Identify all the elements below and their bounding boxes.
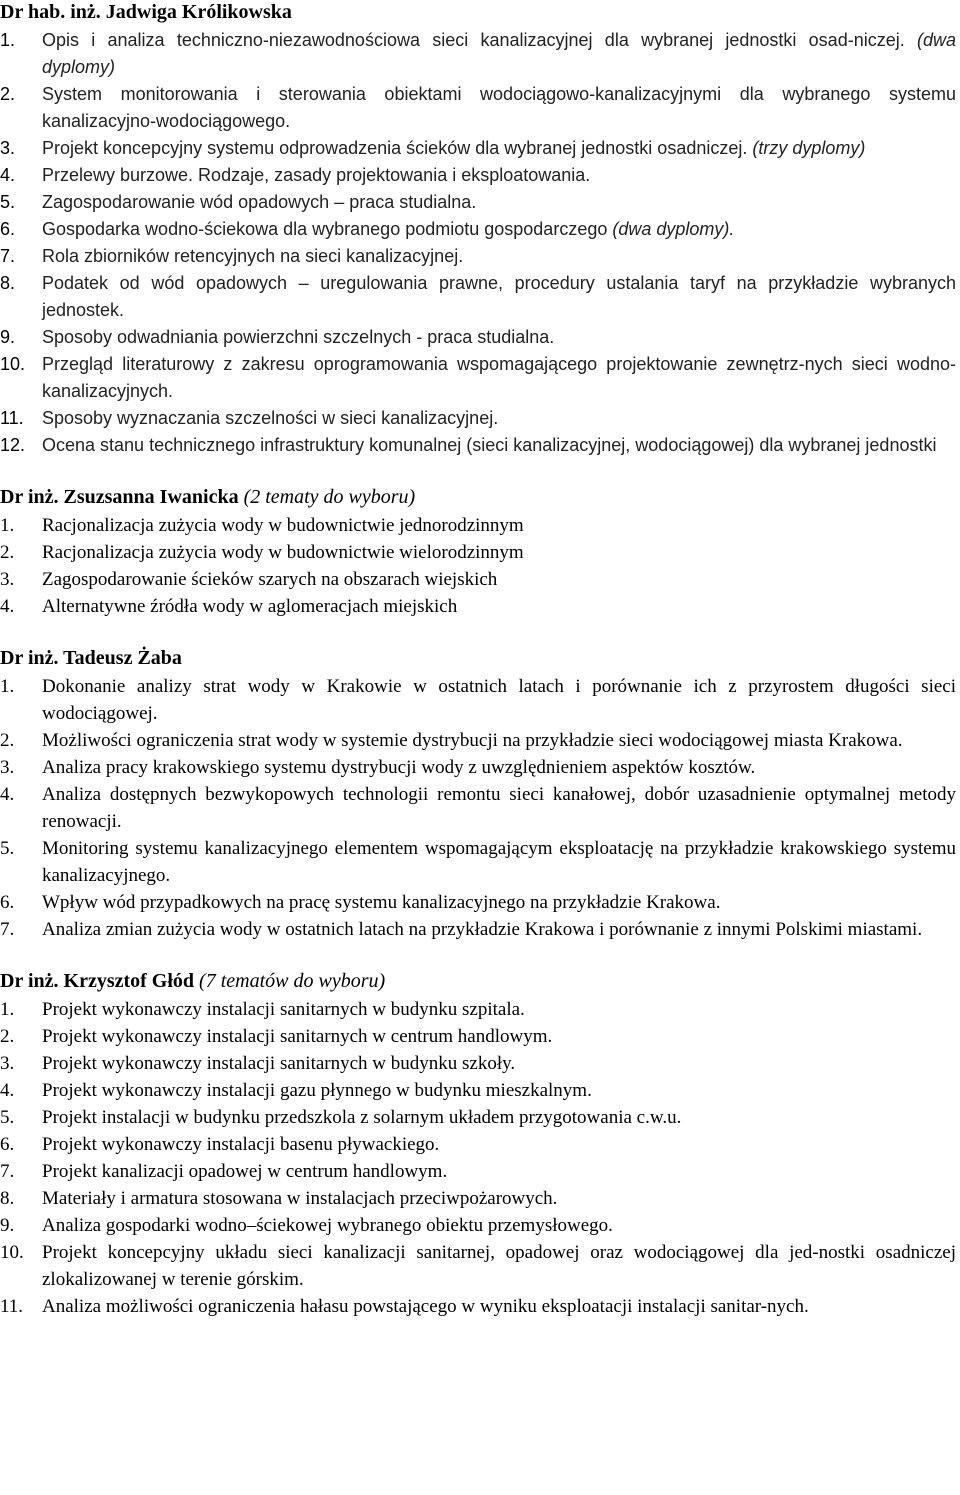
- topic-number: 5.: [0, 838, 15, 859]
- topic-item: [0, 566, 960, 593]
- topic-text-wrap: [42, 1239, 960, 1293]
- topic-list: [0, 512, 960, 620]
- topic-item: [0, 1293, 960, 1320]
- topic-item: [0, 324, 960, 351]
- topic-item: [0, 162, 960, 189]
- topic-text-wrap: [42, 1293, 960, 1320]
- topic-number: 5.: [0, 192, 16, 212]
- topic-text-wrap: [42, 566, 960, 593]
- topic-number: 1.: [0, 999, 15, 1020]
- topic-text-wrap: [42, 1212, 960, 1239]
- topic-text-wrap: [42, 1077, 960, 1104]
- topic-item: [0, 81, 960, 135]
- topic-title: Opis i analiza techniczno-niezawodnościowa sieci kanalizacyjnej dla wybranej jednostki osad-niczej.: [42, 30, 905, 50]
- topic-item: [0, 1212, 960, 1239]
- topic-text-wrap: [42, 27, 960, 81]
- topic-item: [0, 27, 960, 81]
- supervisor-heading: [0, 485, 960, 509]
- topic-number: 2.: [0, 542, 15, 563]
- topic-text-wrap: [42, 81, 960, 135]
- topic-text-wrap: [42, 216, 960, 243]
- topic-item: [0, 889, 960, 916]
- topic-item: [0, 916, 960, 943]
- topic-title: Analiza gospodarki wodno–ściekowej wybranego obiektu przemysłowego.: [42, 1215, 613, 1236]
- topic-text-wrap: [42, 781, 960, 835]
- topic-title: Racjonalizacja zużycia wody w budownictwie jednorodzinnym: [42, 515, 524, 536]
- topic-item: [0, 727, 960, 754]
- topic-item: [0, 754, 960, 781]
- topic-title: System monitorowania i sterowania obiektami wodociągowo-kanalizacyjnymi dla wybranego systemu kanalizacyjno-wodociągowego.: [42, 84, 956, 131]
- topic-title: Projekt koncepcyjny układu sieci kanalizacji sanitarnej, opadowej oraz wodociągowej dla jed-nostki osadniczej zlokalizowanej w terenie górskim.: [42, 1242, 956, 1290]
- topic-number: 7.: [0, 246, 16, 266]
- topic-text-wrap: [42, 539, 960, 566]
- topic-number: 9.: [0, 1215, 15, 1236]
- topic-title: Projekt kanalizacji opadowej w centrum handlowym.: [42, 1161, 448, 1182]
- topic-list: [0, 27, 960, 459]
- supervisor-heading: [0, 969, 960, 993]
- topic-item: [0, 189, 960, 216]
- topic-text-wrap: [42, 593, 960, 620]
- topic-item: [0, 1185, 960, 1212]
- topic-list: [0, 673, 960, 943]
- topic-title: Możliwości ograniczenia strat wody w systemie dystrybucji na przykładzie sieci wodociągowej miasta Krakowa.: [42, 730, 903, 751]
- topic-item: [0, 432, 960, 459]
- topic-title: Sposoby wyznaczania szczelności w sieci kanalizacyjnej.: [42, 408, 499, 428]
- topic-number: 7.: [0, 1161, 15, 1182]
- topic-number: 11.: [0, 1296, 24, 1317]
- topic-text-wrap: [42, 1185, 960, 1212]
- topic-title: Racjonalizacja zużycia wody w budownictwie wielorodzinnym: [42, 542, 524, 563]
- topic-note: (trzy dyplomy): [747, 138, 866, 158]
- topic-title: Alternatywne źródła wody w aglomeracjach miejskich: [42, 596, 458, 617]
- topic-number: 10.: [0, 354, 26, 374]
- topic-number: 10.: [0, 1242, 24, 1263]
- topic-title: Projekt koncepcyjny systemu odprowadzenia ścieków dla wybranej jednostki osadniczej.: [42, 138, 748, 158]
- topic-number: 4.: [0, 596, 15, 617]
- topic-section: [0, 646, 960, 943]
- topic-number: 4.: [0, 784, 15, 805]
- topic-number: 6.: [0, 219, 16, 239]
- topic-number: 11.: [0, 408, 24, 428]
- topic-title: Projekt wykonawczy instalacji gazu płynnego w budynku mieszkalnym.: [42, 1080, 592, 1101]
- topic-item: [0, 216, 960, 243]
- supervisor-name: Dr inż. Zsuzsanna Iwanicka: [0, 486, 239, 508]
- topic-number: 3.: [0, 1053, 15, 1074]
- topic-number: 4.: [0, 1080, 15, 1101]
- topic-text-wrap: [42, 512, 960, 539]
- topic-list: [0, 996, 960, 1320]
- topic-item: [0, 835, 960, 889]
- topic-title: Rola zbiorników retencyjnych na sieci kanalizacyjnej.: [42, 246, 464, 266]
- topic-text-wrap: [42, 835, 960, 889]
- topic-text-wrap: [42, 135, 960, 162]
- supervisor-heading: [0, 0, 960, 24]
- topic-text-wrap: [42, 1131, 960, 1158]
- topic-text-wrap: [42, 1158, 960, 1185]
- topic-text-wrap: [42, 727, 960, 754]
- topic-text-wrap: [42, 996, 960, 1023]
- topic-number: 7.: [0, 919, 15, 940]
- topic-item: [0, 1131, 960, 1158]
- supervisor-name: Dr inż. Tadeusz Żaba: [0, 647, 182, 669]
- topic-item: [0, 243, 960, 270]
- topic-title: Wpływ wód przypadkowych na pracę systemu kanalizacyjnego na przykładzie Krakowa.: [42, 892, 721, 913]
- topic-title: Przelewy burzowe. Rodzaje, zasady projektowania i eksploatowania.: [42, 165, 591, 185]
- topic-title: Monitoring systemu kanalizacyjnego elementem wspomagającym eksploatację na przykładzie krakowskiego systemu kanalizacyjnego.: [42, 838, 956, 886]
- topic-title: Projekt wykonawczy instalacji sanitarnych w budynku szkoły.: [42, 1053, 516, 1074]
- topic-number: 2.: [0, 84, 16, 104]
- topic-number: 6.: [0, 1134, 15, 1155]
- topic-title: Ocena stanu technicznego infrastruktury komunalnej (sieci kanalizacyjnej, wodociągowej) dla wybranej jednostki: [42, 435, 937, 455]
- topic-text-wrap: [42, 432, 960, 459]
- topic-title: Projekt instalacji w budynku przedszkola z solarnym układem przygotowania c.w.u.: [42, 1107, 682, 1128]
- topic-item: [0, 1104, 960, 1131]
- topic-section: [0, 0, 960, 459]
- topic-text-wrap: [42, 351, 960, 405]
- topic-text-wrap: [42, 270, 960, 324]
- topic-text-wrap: [42, 916, 960, 943]
- topic-title: Analiza dostępnych bezwykopowych technologii remontu sieci kanałowej, dobór uzasadnienie optymalnej metody renowacji.: [42, 784, 956, 832]
- topic-number: 2.: [0, 730, 15, 751]
- topic-title: Zagospodarowanie ścieków szarych na obszarach wiejskich: [42, 569, 498, 590]
- topic-title: Analiza możliwości ograniczenia hałasu powstającego w wyniku eksploatacji instalacji sanitar-nych.: [42, 1296, 809, 1317]
- supervisor-name: Dr inż. Krzysztof Głód: [0, 970, 195, 992]
- topic-number: 9.: [0, 327, 16, 347]
- topic-note: (dwa dyplomy).: [607, 219, 735, 239]
- topic-text-wrap: [42, 243, 960, 270]
- topic-number: 1.: [0, 515, 15, 536]
- topic-number: 6.: [0, 892, 15, 913]
- topic-item: [0, 512, 960, 539]
- topic-text-wrap: [42, 673, 960, 727]
- topic-item: [0, 270, 960, 324]
- topic-text-wrap: [42, 889, 960, 916]
- topic-item: [0, 1023, 960, 1050]
- topic-number: 3.: [0, 757, 15, 778]
- topic-text-wrap: [42, 1050, 960, 1077]
- topic-text-wrap: [42, 162, 960, 189]
- topic-title: Analiza zmian zużycia wody w ostatnich latach na przykładzie Krakowa i porównanie z innymi Polskimi miastami.: [42, 919, 923, 940]
- topic-text-wrap: [42, 1104, 960, 1131]
- topic-count-note: (7 tematów do wyboru): [194, 970, 386, 992]
- topic-number: 1.: [0, 30, 16, 50]
- topic-number: 8.: [0, 273, 16, 293]
- topic-title: Projekt wykonawczy instalacji sanitarnych w centrum handlowym.: [42, 1026, 553, 1047]
- topic-number: 1.: [0, 676, 15, 697]
- topic-number: 8.: [0, 1188, 15, 1209]
- topic-title: Gospodarka wodno-ściekowa dla wybranego podmiotu gospodarczego: [42, 219, 608, 239]
- topic-number: 4.: [0, 165, 16, 185]
- topic-item: [0, 996, 960, 1023]
- topic-number: 2.: [0, 1026, 15, 1047]
- topic-item: [0, 1077, 960, 1104]
- topic-item: [0, 405, 960, 432]
- topic-title: Projekt wykonawczy instalacji basenu pływackiego.: [42, 1134, 440, 1155]
- topic-number: 5.: [0, 1107, 15, 1128]
- topic-item: [0, 1050, 960, 1077]
- topic-title: Sposoby odwadniania powierzchni szczelnych - praca studialna.: [42, 327, 555, 347]
- topic-title: Projekt wykonawczy instalacji sanitarnych w budynku szpitala.: [42, 999, 525, 1020]
- supervisor-heading: [0, 646, 960, 670]
- topic-section: [0, 969, 960, 1320]
- topic-number: 3.: [0, 569, 15, 590]
- topic-section: [0, 485, 960, 620]
- supervisor-name: Dr hab. inż. Jadwiga Królikowska: [0, 1, 292, 23]
- topic-item: [0, 135, 960, 162]
- topic-note: (dwa dyplomy): [42, 30, 957, 77]
- topic-count-note: (2 tematy do wyboru): [238, 486, 416, 508]
- topic-title: Materiały i armatura stosowana w instalacjach przeciwpożarowych.: [42, 1188, 558, 1209]
- topic-item: [0, 593, 960, 620]
- topic-item: [0, 673, 960, 727]
- topic-text-wrap: [42, 754, 960, 781]
- topic-text-wrap: [42, 324, 960, 351]
- topic-item: [0, 351, 960, 405]
- topic-text-wrap: [42, 1023, 960, 1050]
- topic-title: Przegląd literaturowy z zakresu oprogramowania wspomagającego projektowanie zewnętrz-nych sieci wodno-kanalizacyjnych.: [42, 354, 956, 401]
- topic-title: Zagospodarowanie wód opadowych – praca studialna.: [42, 192, 477, 212]
- topic-item: [0, 539, 960, 566]
- topic-title: Podatek od wód opadowych – uregulowania prawne, procedury ustalania taryf na przykładzie wybranych jednostek.: [42, 273, 956, 320]
- topic-number: 12.: [0, 435, 26, 455]
- topic-text-wrap: [42, 189, 960, 216]
- topic-number: 3.: [0, 138, 16, 158]
- topic-item: [0, 1239, 960, 1293]
- topic-text-wrap: [42, 405, 960, 432]
- topic-title: Dokonanie analizy strat wody w Krakowie w ostatnich latach i porównanie ich z przyrostem długości sieci wodociągowej.: [42, 676, 956, 724]
- topic-item: [0, 1158, 960, 1185]
- topic-item: [0, 781, 960, 835]
- topic-title: Analiza pracy krakowskiego systemu dystrybucji wody z uwzględnieniem aspektów kosztów.: [42, 757, 756, 778]
